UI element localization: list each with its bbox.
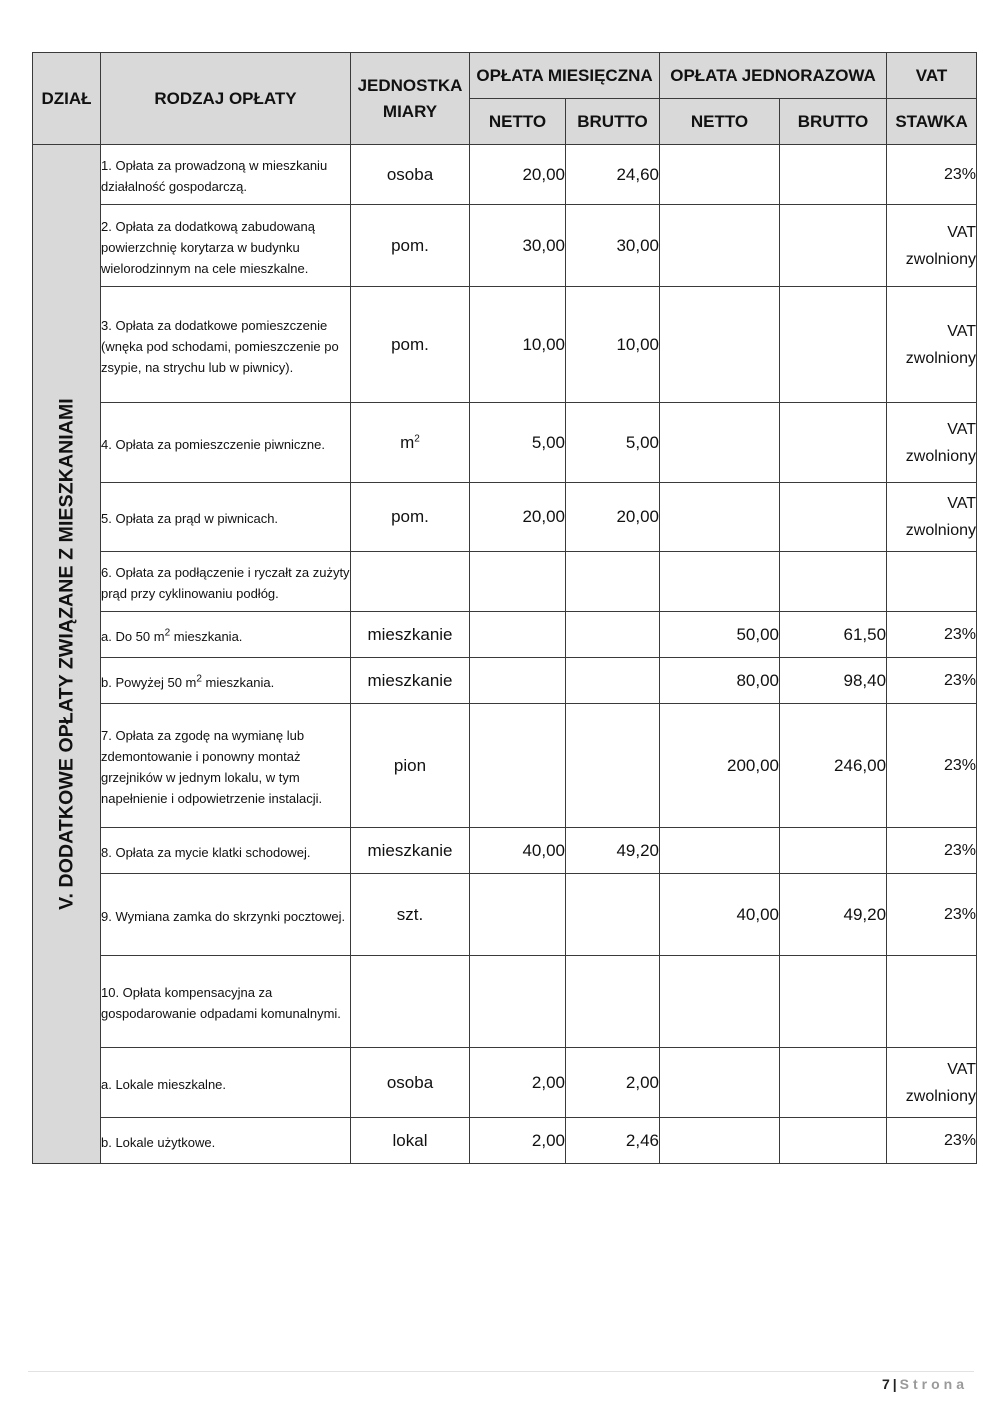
vat-rate-line1: VAT <box>947 322 977 340</box>
table-row <box>33 483 977 552</box>
onetime-brutto: 246,00 <box>780 704 887 828</box>
unit-cell <box>351 403 470 483</box>
monthly-netto <box>470 552 566 612</box>
vat-rate <box>887 612 977 658</box>
vat-rate <box>887 704 977 828</box>
header-dzial: DZIAŁ <box>33 53 101 145</box>
onetime-netto <box>660 205 780 287</box>
fee-description <box>101 828 351 874</box>
vat-rate <box>887 205 977 287</box>
fee-description-part-b: mieszkania. <box>170 628 243 644</box>
monthly-brutto <box>566 552 660 612</box>
fee-description-superscript: 2 <box>164 627 171 639</box>
onetime-brutto <box>780 552 887 612</box>
unit-cell: mieszkanie <box>351 828 470 874</box>
fee-description-text: 6. Opłata za podłączenie i ryczałt za zużyty prąd przy cyklinowaniu podłóg. <box>101 565 350 601</box>
fee-description <box>101 704 351 828</box>
fee-description-text: 4. Opłata za pomieszczenie piwniczne. <box>101 436 326 452</box>
vat-rate <box>887 483 977 552</box>
vat-rate <box>887 403 977 483</box>
monthly-brutto: 5,00 <box>566 403 660 483</box>
onetime-netto <box>660 403 780 483</box>
onetime-netto: 40,00 <box>660 874 780 956</box>
onetime-netto <box>660 145 780 205</box>
onetime-brutto <box>780 828 887 874</box>
header-jednorazowa-brutto: BRUTTO <box>780 99 887 145</box>
fee-description-text: 1. Opłata za prowadzoną w mieszkaniu działalność gospodarczą. <box>101 158 328 194</box>
unit-cell: lokal <box>351 1118 470 1164</box>
fee-description <box>101 403 351 483</box>
onetime-brutto <box>780 145 887 205</box>
monthly-netto: 2,00 <box>470 1118 566 1164</box>
vat-rate-line2: zwolniony <box>905 349 977 367</box>
unit-cell <box>351 956 470 1048</box>
fee-description-text: 10. Opłata kompensacyjna za gospodarowanie odpadami komunalnymi. <box>101 985 341 1021</box>
table-row <box>33 552 977 612</box>
fee-description <box>101 1048 351 1118</box>
section-cell <box>33 145 101 1164</box>
header-rodzaj-oplaty: RODZAJ OPŁATY <box>101 53 351 145</box>
fee-description <box>101 287 351 403</box>
vat-rate-line1: 23% <box>944 757 977 774</box>
monthly-brutto: 2,46 <box>566 1118 660 1164</box>
monthly-netto: 40,00 <box>470 828 566 874</box>
onetime-brutto: 49,20 <box>780 874 887 956</box>
table-row <box>33 828 977 874</box>
vat-rate-line1: 23% <box>944 842 977 859</box>
fee-description <box>101 145 351 205</box>
table-row <box>33 145 977 205</box>
header-jednostka-miary <box>351 53 470 145</box>
onetime-brutto <box>780 287 887 403</box>
vat-rate <box>887 552 977 612</box>
table-row <box>33 403 977 483</box>
monthly-brutto <box>566 704 660 828</box>
vat-rate-line2: zwolniony <box>905 447 977 465</box>
monthly-netto: 2,00 <box>470 1048 566 1118</box>
table-row <box>33 704 977 828</box>
onetime-netto: 80,00 <box>660 658 780 704</box>
onetime-netto <box>660 552 780 612</box>
vat-rate-line1: 23% <box>944 906 977 923</box>
monthly-brutto: 20,00 <box>566 483 660 552</box>
onetime-netto <box>660 483 780 552</box>
unit-cell: pom. <box>351 483 470 552</box>
onetime-brutto: 98,40 <box>780 658 887 704</box>
table-row <box>33 658 977 704</box>
unit-cell: pion <box>351 704 470 828</box>
vat-rate <box>887 145 977 205</box>
vat-rate-line2: zwolniony <box>905 522 977 539</box>
fee-description-part-a: b. Powyżej 50 m <box>101 674 197 690</box>
monthly-brutto: 30,00 <box>566 205 660 287</box>
onetime-brutto <box>780 403 887 483</box>
fees-table <box>32 52 977 1164</box>
onetime-brutto: 61,50 <box>780 612 887 658</box>
onetime-netto <box>660 287 780 403</box>
unit-cell <box>351 552 470 612</box>
header-miesieczna-brutto: BRUTTO <box>566 99 660 145</box>
fee-description-superscript: 2 <box>196 673 202 685</box>
footer-divider <box>28 1371 974 1372</box>
table-row <box>33 205 977 287</box>
monthly-netto: 20,00 <box>470 145 566 205</box>
fee-description-text <box>101 669 350 693</box>
unit-cell: osoba <box>351 1048 470 1118</box>
fee-description <box>101 205 351 287</box>
onetime-brutto <box>780 956 887 1048</box>
onetime-netto <box>660 956 780 1048</box>
onetime-netto <box>660 1118 780 1164</box>
page-word: Strona <box>899 1376 968 1392</box>
monthly-brutto <box>566 874 660 956</box>
monthly-brutto: 10,00 <box>566 287 660 403</box>
header-miesieczna-netto: NETTO <box>470 99 566 145</box>
monthly-brutto <box>566 956 660 1048</box>
unit-cell: pom. <box>351 287 470 403</box>
fee-description-text: a. Lokale mieszkalne. <box>101 1076 227 1092</box>
monthly-brutto: 2,00 <box>566 1048 660 1118</box>
vat-rate <box>887 287 977 403</box>
section-label: V. DODATKOWE OPŁATY ZWIĄZANE Z MIESZKANIAMI <box>55 398 77 910</box>
monthly-netto: 30,00 <box>470 205 566 287</box>
unit-cell: pom. <box>351 205 470 287</box>
fee-description-part-b: mieszkania. <box>201 674 275 690</box>
monthly-netto: 10,00 <box>470 287 566 403</box>
table-row <box>33 956 977 1048</box>
monthly-netto: 20,00 <box>470 483 566 552</box>
vat-rate-line1: 23% <box>944 166 977 183</box>
monthly-netto <box>470 612 566 658</box>
page-number: 7 <box>881 1376 890 1392</box>
onetime-brutto <box>780 1048 887 1118</box>
page-footer <box>882 1376 968 1392</box>
fee-description-text: b. Lokale użytkowe. <box>101 1134 216 1150</box>
table-row <box>33 287 977 403</box>
unit-base: m <box>400 432 415 452</box>
onetime-netto: 200,00 <box>660 704 780 828</box>
vat-rate-line2: zwolniony <box>905 1087 977 1105</box>
header-oplata-miesieczna: OPŁATA MIESIĘCZNA <box>470 53 660 99</box>
table-row <box>33 874 977 956</box>
vat-rate <box>887 956 977 1048</box>
vat-rate-line1: VAT <box>947 1060 977 1078</box>
vat-rate-line1: 23% <box>944 1132 977 1149</box>
monthly-netto: 5,00 <box>470 403 566 483</box>
fee-description <box>101 483 351 552</box>
header-oplata-jednorazowa: OPŁATA JEDNORAZOWA <box>660 53 887 99</box>
monthly-netto <box>470 956 566 1048</box>
onetime-netto <box>660 828 780 874</box>
header-vat-stawka: STAWKA <box>887 99 977 145</box>
monthly-brutto <box>566 612 660 658</box>
vat-rate-line1: VAT <box>947 223 977 241</box>
vat-rate <box>887 1118 977 1164</box>
fee-description-text: 3. Opłata za dodatkowe pomieszczenie (wnęka pod schodami, pomieszczenie po zsypie, na strychu lub w piwnicy). <box>101 317 339 375</box>
monthly-brutto: 24,60 <box>566 145 660 205</box>
onetime-brutto <box>780 483 887 552</box>
table-row <box>33 1048 977 1118</box>
monthly-netto <box>470 874 566 956</box>
monthly-brutto <box>566 658 660 704</box>
fee-description-text: 9. Wymiana zamka do skrzynki pocztowej. <box>101 908 346 924</box>
vat-rate-line1: VAT <box>947 495 977 512</box>
header-jednostka-line1: JEDNOSTKA <box>357 75 463 95</box>
onetime-netto <box>660 1048 780 1118</box>
vat-rate <box>887 874 977 956</box>
header-vat: VAT <box>887 53 977 99</box>
unit-superscript: 2 <box>414 432 420 444</box>
fee-description <box>101 612 351 658</box>
unit-cell: osoba <box>351 145 470 205</box>
vat-rate <box>887 1048 977 1118</box>
fee-description-text <box>101 623 350 647</box>
monthly-brutto: 49,20 <box>566 828 660 874</box>
fee-description-text: 7. Opłata za zgodę na wymianę lub zdemontowanie i ponowny montaż grzejników w jednym lokalu, w tym napełnienie i odpowietrzenie instalacji. <box>101 728 323 806</box>
fee-description <box>101 956 351 1048</box>
table-row <box>33 612 977 658</box>
header-jednorazowa-netto: NETTO <box>660 99 780 145</box>
page-separator: | <box>892 1376 897 1392</box>
unit-cell: mieszkanie <box>351 612 470 658</box>
fee-description-part-a: a. Do 50 m <box>101 628 165 644</box>
fee-description-text: 2. Opłata za dodatkową zabudowaną powierzchnię korytarza w budynku wielorodzinnym na cele mieszkalne. <box>101 218 315 276</box>
vat-rate-line2: zwolniony <box>905 250 977 268</box>
vat-rate <box>887 658 977 704</box>
vat-rate-line1: 23% <box>944 672 977 689</box>
onetime-netto: 50,00 <box>660 612 780 658</box>
vat-rate-line1: VAT <box>947 420 977 438</box>
fee-description-text: 8. Opłata za mycie klatki schodowej. <box>101 844 311 860</box>
onetime-brutto <box>780 1118 887 1164</box>
fee-description <box>101 1118 351 1164</box>
fee-description <box>101 552 351 612</box>
unit-cell: mieszkanie <box>351 658 470 704</box>
fee-description <box>101 874 351 956</box>
fee-description <box>101 658 351 704</box>
unit-cell: szt. <box>351 874 470 956</box>
vat-rate <box>887 828 977 874</box>
monthly-netto <box>470 658 566 704</box>
onetime-brutto <box>780 205 887 287</box>
table-row <box>33 1118 977 1164</box>
fee-description-text: 5. Opłata za prąd w piwnicach. <box>101 511 279 526</box>
monthly-netto <box>470 704 566 828</box>
vat-rate-line1: 23% <box>944 626 977 643</box>
header-jednostka-line2: MIARY <box>382 101 438 121</box>
